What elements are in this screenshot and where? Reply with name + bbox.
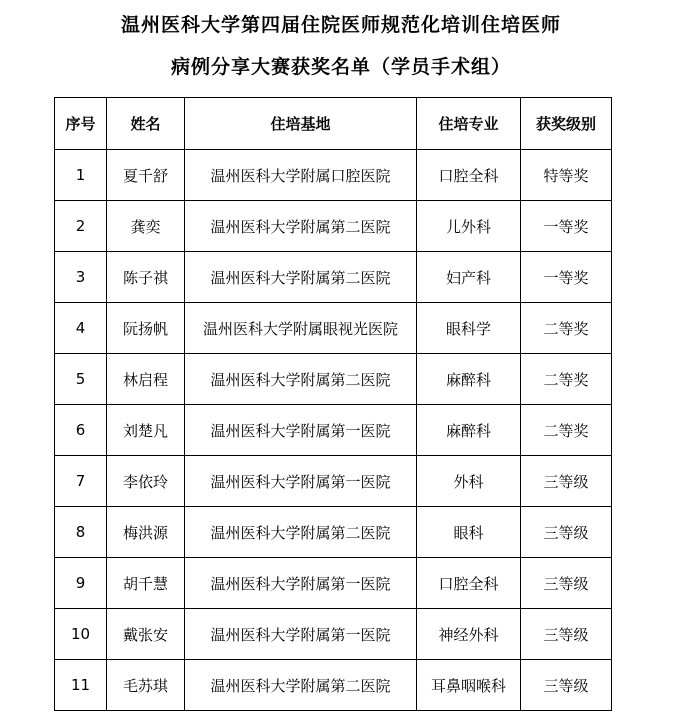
header-specialty: 住培专业 — [417, 98, 521, 150]
cell-index: 11 — [55, 660, 107, 711]
table-row — [55, 405, 612, 456]
cell-base: 温州医科大学附属眼视光医院 — [185, 303, 417, 354]
table-row — [55, 558, 612, 609]
cell-name: 梅洪源 — [107, 507, 185, 558]
cell-index: 7 — [55, 456, 107, 507]
table-header-row — [55, 98, 612, 150]
cell-base: 温州医科大学附属第二医院 — [185, 354, 417, 405]
cell-base: 温州医科大学附属第二医院 — [185, 201, 417, 252]
header-award: 获奖级别 — [521, 98, 612, 150]
table-row — [55, 609, 612, 660]
cell-index: 3 — [55, 252, 107, 303]
cell-name: 刘楚凡 — [107, 405, 185, 456]
cell-award: 二等奖 — [521, 303, 612, 354]
cell-award: 二等奖 — [521, 354, 612, 405]
table-row — [55, 303, 612, 354]
cell-specialty: 外科 — [417, 456, 521, 507]
header-name: 姓名 — [107, 98, 185, 150]
cell-name: 阮扬帆 — [107, 303, 185, 354]
cell-base: 温州医科大学附属第二医院 — [185, 252, 417, 303]
cell-specialty: 眼科 — [417, 507, 521, 558]
table-row — [55, 354, 612, 405]
cell-specialty: 儿外科 — [417, 201, 521, 252]
cell-index: 4 — [55, 303, 107, 354]
cell-index: 6 — [55, 405, 107, 456]
cell-index: 8 — [55, 507, 107, 558]
table-row — [55, 507, 612, 558]
cell-base: 温州医科大学附属第二医院 — [185, 507, 417, 558]
cell-award: 一等奖 — [521, 201, 612, 252]
document-title-line-1: 温州医科大学第四届住院医师规范化培训住培医师 — [120, 14, 561, 36]
cell-award: 特等奖 — [521, 150, 612, 201]
cell-name: 陈子祺 — [107, 252, 185, 303]
table-row — [55, 456, 612, 507]
cell-base: 温州医科大学附属第一医院 — [185, 405, 417, 456]
document-title-line-2: 病例分享大赛获奖名单（学员手术组） — [170, 56, 511, 78]
cell-specialty: 妇产科 — [417, 252, 521, 303]
cell-award: 二等奖 — [521, 405, 612, 456]
cell-award: 一等奖 — [521, 252, 612, 303]
cell-specialty: 麻醉科 — [417, 405, 521, 456]
table-row — [55, 660, 612, 711]
cell-specialty: 神经外科 — [417, 609, 521, 660]
table-row — [55, 201, 612, 252]
cell-specialty: 耳鼻咽喉科 — [417, 660, 521, 711]
cell-index: 5 — [55, 354, 107, 405]
cell-name: 夏千舒 — [107, 150, 185, 201]
cell-award: 三等级 — [521, 456, 612, 507]
cell-index: 1 — [55, 150, 107, 201]
header-base: 住培基地 — [185, 98, 417, 150]
table-body — [55, 150, 612, 711]
cell-index: 2 — [55, 201, 107, 252]
cell-specialty: 口腔全科 — [417, 558, 521, 609]
cell-base: 温州医科大学附属第一医院 — [185, 558, 417, 609]
cell-award: 三等级 — [521, 609, 612, 660]
cell-award: 三等级 — [521, 507, 612, 558]
cell-base: 温州医科大学附属第一医院 — [185, 456, 417, 507]
cell-index: 9 — [55, 558, 107, 609]
table-row — [55, 150, 612, 201]
cell-name: 戴张安 — [107, 609, 185, 660]
cell-award: 三等级 — [521, 558, 612, 609]
cell-specialty: 麻醉科 — [417, 354, 521, 405]
header-index: 序号 — [55, 98, 107, 150]
award-table — [54, 97, 612, 711]
cell-base: 温州医科大学附属第一医院 — [185, 609, 417, 660]
cell-name: 李依玲 — [107, 456, 185, 507]
cell-name: 胡千慧 — [107, 558, 185, 609]
cell-base: 温州医科大学附属第二医院 — [185, 660, 417, 711]
cell-name: 龚奕 — [107, 201, 185, 252]
cell-award: 三等级 — [521, 660, 612, 711]
cell-base: 温州医科大学附属口腔医院 — [185, 150, 417, 201]
cell-name: 毛苏琪 — [107, 660, 185, 711]
cell-specialty: 眼科学 — [417, 303, 521, 354]
cell-index: 10 — [55, 609, 107, 660]
table-row — [55, 252, 612, 303]
cell-specialty: 口腔全科 — [417, 150, 521, 201]
cell-name: 林启程 — [107, 354, 185, 405]
